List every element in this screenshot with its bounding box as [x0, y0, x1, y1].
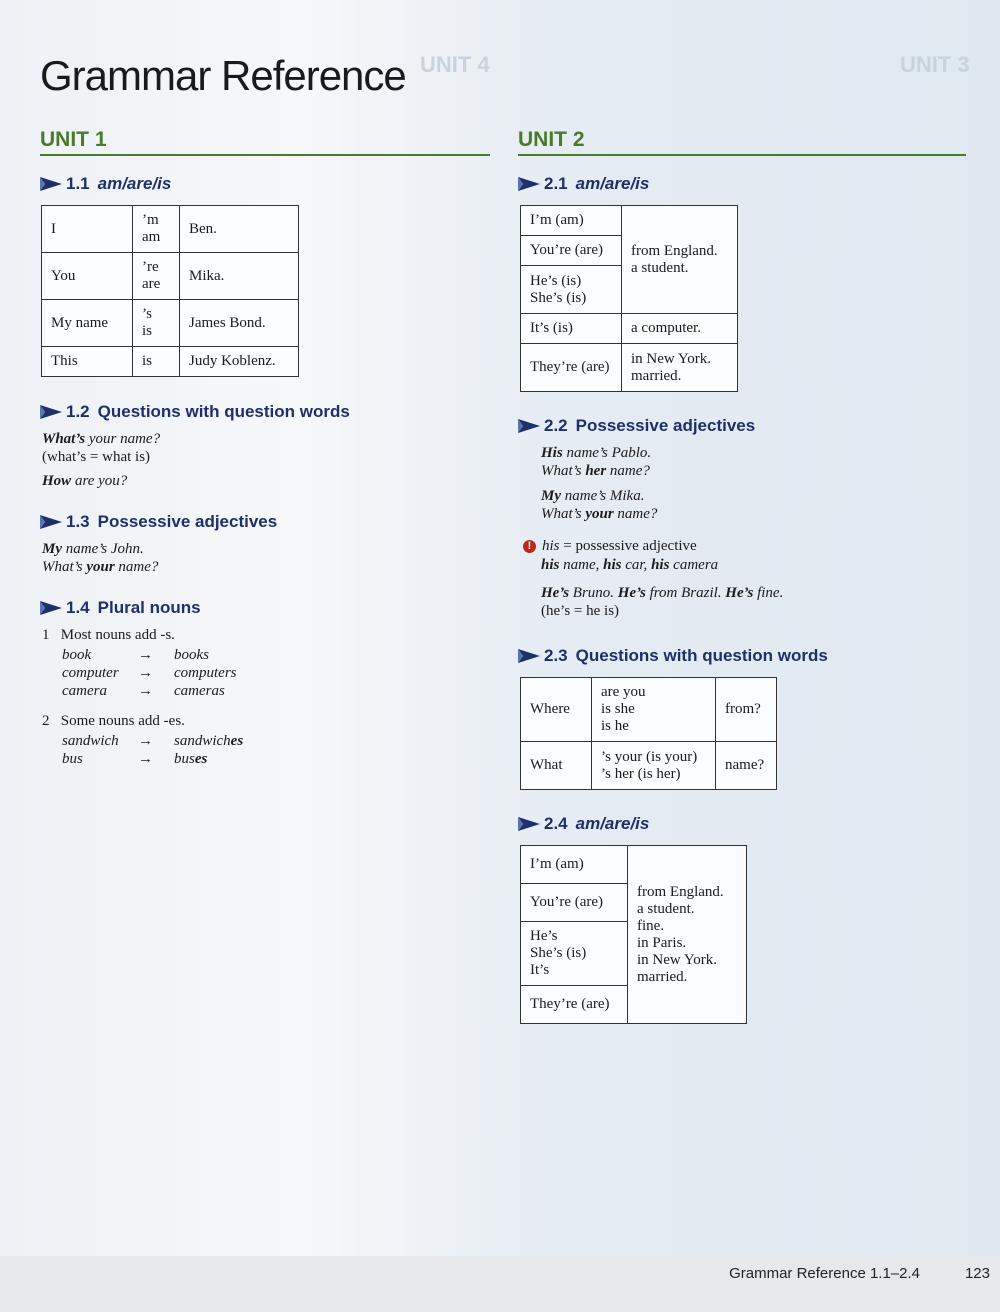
- table-cell: Ben.: [180, 206, 299, 253]
- list-item: book → books: [62, 647, 209, 663]
- section-2-2-sentences: He’s Bruno. He’s from Brazil. He’s fine. (he’s = he is): [541, 585, 784, 619]
- table-cell: Judy Koblenz.: [180, 347, 299, 377]
- section-2-4-heading: 2.4 am/are/is: [518, 814, 649, 834]
- table-cell: What: [521, 742, 592, 790]
- page-number: 123: [964, 1265, 990, 1282]
- page-title: Grammar Reference: [40, 52, 406, 99]
- section-1-2-heading: 1.2 Questions with question words: [40, 402, 350, 422]
- plural-list-1: [62, 646, 302, 700]
- table-cell: Mika.: [180, 253, 299, 300]
- table-cell: from?: [716, 678, 777, 742]
- list-item: sandwich → sandwiches: [62, 733, 244, 749]
- section-2-2-his-examples: his name, his car, his camera: [541, 557, 719, 573]
- bleed-through-unit-3: UNIT 3: [900, 52, 970, 77]
- unit-1-heading: UNIT 1: [40, 128, 490, 156]
- section-2-2-heading: 2.2 Possessive adjectives: [518, 416, 755, 436]
- table-cell: James Bond.: [180, 300, 299, 347]
- table-cell: is: [133, 347, 180, 377]
- section-arrow-icon: [518, 175, 540, 193]
- table-cell: ’s is: [133, 300, 180, 347]
- table-cell: in New York. married.: [622, 344, 738, 392]
- unit-2-heading: UNIT 2: [518, 128, 966, 156]
- warning-icon: !: [523, 540, 536, 553]
- footer-section-range: Grammar Reference 1.1–2.4: [729, 1265, 920, 1282]
- section-arrow-icon: [40, 599, 62, 617]
- section-1-4-heading: 1.4 Plural nouns: [40, 598, 201, 618]
- section-arrow-icon: [518, 647, 540, 665]
- section-1-4-rule-2: 2 Some nouns add -es.: [42, 713, 185, 729]
- table-cell: ’re are: [133, 253, 180, 300]
- section-1-4-rule-1: 1 Most nouns add -s.: [42, 627, 175, 643]
- table-2-4: [520, 845, 747, 1024]
- table-2-3: [520, 677, 777, 790]
- table-cell: He’s She’s (is) It’s: [521, 922, 628, 986]
- section-2-3-heading: 2.3 Questions with question words: [518, 646, 828, 666]
- list-item: computer → computers: [62, 665, 237, 681]
- section-arrow-icon: [518, 417, 540, 435]
- list-item: bus → buses: [62, 751, 208, 767]
- section-1-3-heading: 1.3 Possessive adjectives: [40, 512, 277, 532]
- section-2-2-note: ! his = possessive adjective: [523, 537, 697, 555]
- table-cell: a computer.: [622, 314, 738, 344]
- table-cell: You: [42, 253, 133, 300]
- table-cell: It’s (is): [521, 314, 622, 344]
- plural-list-2: [62, 732, 302, 768]
- table-cell: I: [42, 206, 133, 253]
- table-cell: They’re (are): [521, 986, 628, 1024]
- table-cell: name?: [716, 742, 777, 790]
- table-cell: I’m (am): [521, 206, 622, 236]
- table-cell: from England. a student. fine. in Paris. in New York. married.: [628, 846, 747, 1024]
- table-cell: ’s your (is your) ’s her (is her): [592, 742, 716, 790]
- table-cell: I’m (am): [521, 846, 628, 884]
- list-item: camera → cameras: [62, 683, 225, 699]
- table-cell: He’s (is) She’s (is): [521, 266, 622, 314]
- table-cell: Where: [521, 678, 592, 742]
- table-cell: You’re (are): [521, 236, 622, 266]
- section-arrow-icon: [40, 513, 62, 531]
- section-arrow-icon: [40, 403, 62, 421]
- table-cell: They’re (are): [521, 344, 622, 392]
- section-arrow-icon: [40, 175, 62, 193]
- section-1-1-heading: 1.1 am/are/is: [40, 174, 171, 194]
- section-1-2-examples: What’s your name? (what’s = what is) How are you?: [42, 431, 161, 489]
- section-2-2-examples: His name’s Pablo. What’s her name? My name’s Mika. What’s your name?: [541, 445, 658, 522]
- table-cell: are you is she is he: [592, 678, 716, 742]
- table-cell: My name: [42, 300, 133, 347]
- table-cell: ’m am: [133, 206, 180, 253]
- table-cell: from England. a student.: [622, 206, 738, 314]
- bleed-through-unit-4: UNIT 4: [420, 52, 490, 77]
- table-2-1: [520, 205, 738, 392]
- section-1-3-examples: My name’s John. What’s your name?: [42, 541, 159, 575]
- section-2-1-heading: 2.1 am/are/is: [518, 174, 649, 194]
- table-cell: You’re (are): [521, 884, 628, 922]
- table-1-1: [41, 205, 299, 377]
- table-cell: This: [42, 347, 133, 377]
- section-arrow-icon: [518, 815, 540, 833]
